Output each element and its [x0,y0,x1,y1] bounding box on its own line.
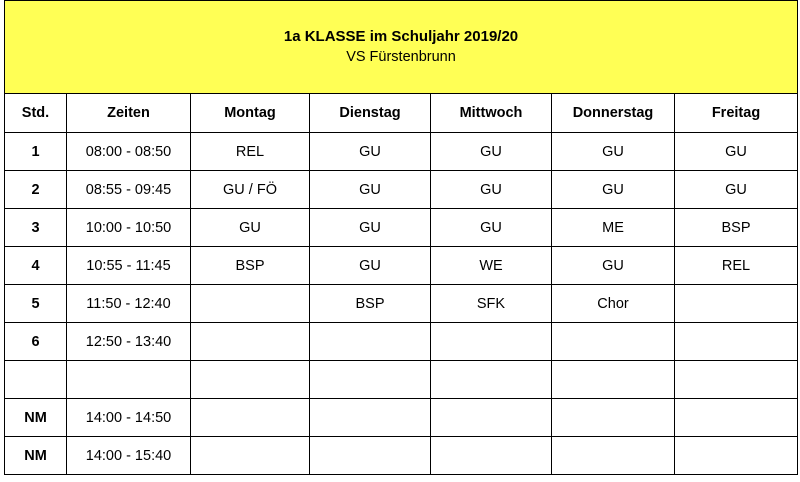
subject-cell-freitag [675,285,798,323]
subject-cell-freitag [675,437,798,475]
header-montag: Montag [191,94,310,133]
timetable [4,0,798,475]
table-row [5,247,798,285]
subject-cell-freitag [675,361,798,399]
table-row [5,361,798,399]
subject-cell-freitag: REL [675,247,798,285]
subject-cell-montag: GU / FÖ [191,171,310,209]
period-time: 12:50 - 13:40 [67,323,191,361]
period-number: NM [5,399,67,437]
table-row [5,285,798,323]
subject-cell-donnerstag: Chor [552,285,675,323]
table-row [5,437,798,475]
period-number [5,361,67,399]
table-row [5,323,798,361]
subject-cell-donnerstag: GU [552,133,675,171]
subject-cell-montag [191,285,310,323]
subject-cell-mittwoch: SFK [431,285,552,323]
header-donnerstag: Donnerstag [552,94,675,133]
subject-cell-donnerstag: ME [552,209,675,247]
period-time [67,361,191,399]
subject-cell-dienstag: GU [310,209,431,247]
header-dienstag: Dienstag [310,94,431,133]
subject-cell-mittwoch [431,437,552,475]
subject-cell-dienstag: GU [310,247,431,285]
subject-cell-freitag [675,323,798,361]
subject-cell-donnerstag: GU [552,171,675,209]
subject-cell-montag: REL [191,133,310,171]
subject-cell-dienstag: GU [310,171,431,209]
subject-cell-dienstag [310,323,431,361]
period-number: 5 [5,285,67,323]
subject-cell-dienstag: GU [310,133,431,171]
subject-cell-montag: BSP [191,247,310,285]
subject-cell-dienstag [310,399,431,437]
subject-cell-donnerstag: GU [552,247,675,285]
page-title: 1a KLASSE im Schuljahr 2019/20 [283,28,519,45]
table-row [5,209,798,247]
subject-cell-dienstag: BSP [310,285,431,323]
subject-cell-freitag: BSP [675,209,798,247]
subject-cell-mittwoch: GU [431,171,552,209]
subject-cell-montag [191,361,310,399]
subject-cell-freitag [675,399,798,437]
subject-cell-montag [191,399,310,437]
subject-cell-donnerstag [552,323,675,361]
period-number: 1 [5,133,67,171]
period-number: 4 [5,247,67,285]
period-time: 14:00 - 15:40 [67,437,191,475]
header-freitag: Freitag [675,94,798,133]
subject-cell-dienstag [310,361,431,399]
subject-cell-montag [191,437,310,475]
table-row [5,399,798,437]
subject-cell-montag [191,323,310,361]
period-time: 08:55 - 09:45 [67,171,191,209]
period-time: 10:00 - 10:50 [67,209,191,247]
period-time: 14:00 - 14:50 [67,399,191,437]
header-mittwoch: Mittwoch [431,94,552,133]
subject-cell-mittwoch [431,323,552,361]
period-time: 10:55 - 11:45 [67,247,191,285]
subject-cell-freitag: GU [675,171,798,209]
table-row [5,171,798,209]
period-time: 08:00 - 08:50 [67,133,191,171]
subject-cell-donnerstag [552,361,675,399]
subject-cell-montag: GU [191,209,310,247]
period-number: 6 [5,323,67,361]
subject-cell-donnerstag [552,437,675,475]
period-number: NM [5,437,67,475]
subject-cell-donnerstag [552,399,675,437]
period-number: 2 [5,171,67,209]
header-zeiten: Zeiten [67,94,191,133]
school-name: VS Fürstenbrunn [346,49,456,65]
subject-cell-mittwoch: GU [431,133,552,171]
subject-cell-mittwoch [431,399,552,437]
subject-cell-freitag: GU [675,133,798,171]
header-row [5,94,798,133]
subject-cell-mittwoch: WE [431,247,552,285]
subject-cell-dienstag [310,437,431,475]
period-number: 3 [5,209,67,247]
title-banner [5,1,798,94]
subject-cell-mittwoch: GU [431,209,552,247]
period-time: 11:50 - 12:40 [67,285,191,323]
table-row [5,133,798,171]
subject-cell-mittwoch [431,361,552,399]
header-std: Std. [5,94,67,133]
